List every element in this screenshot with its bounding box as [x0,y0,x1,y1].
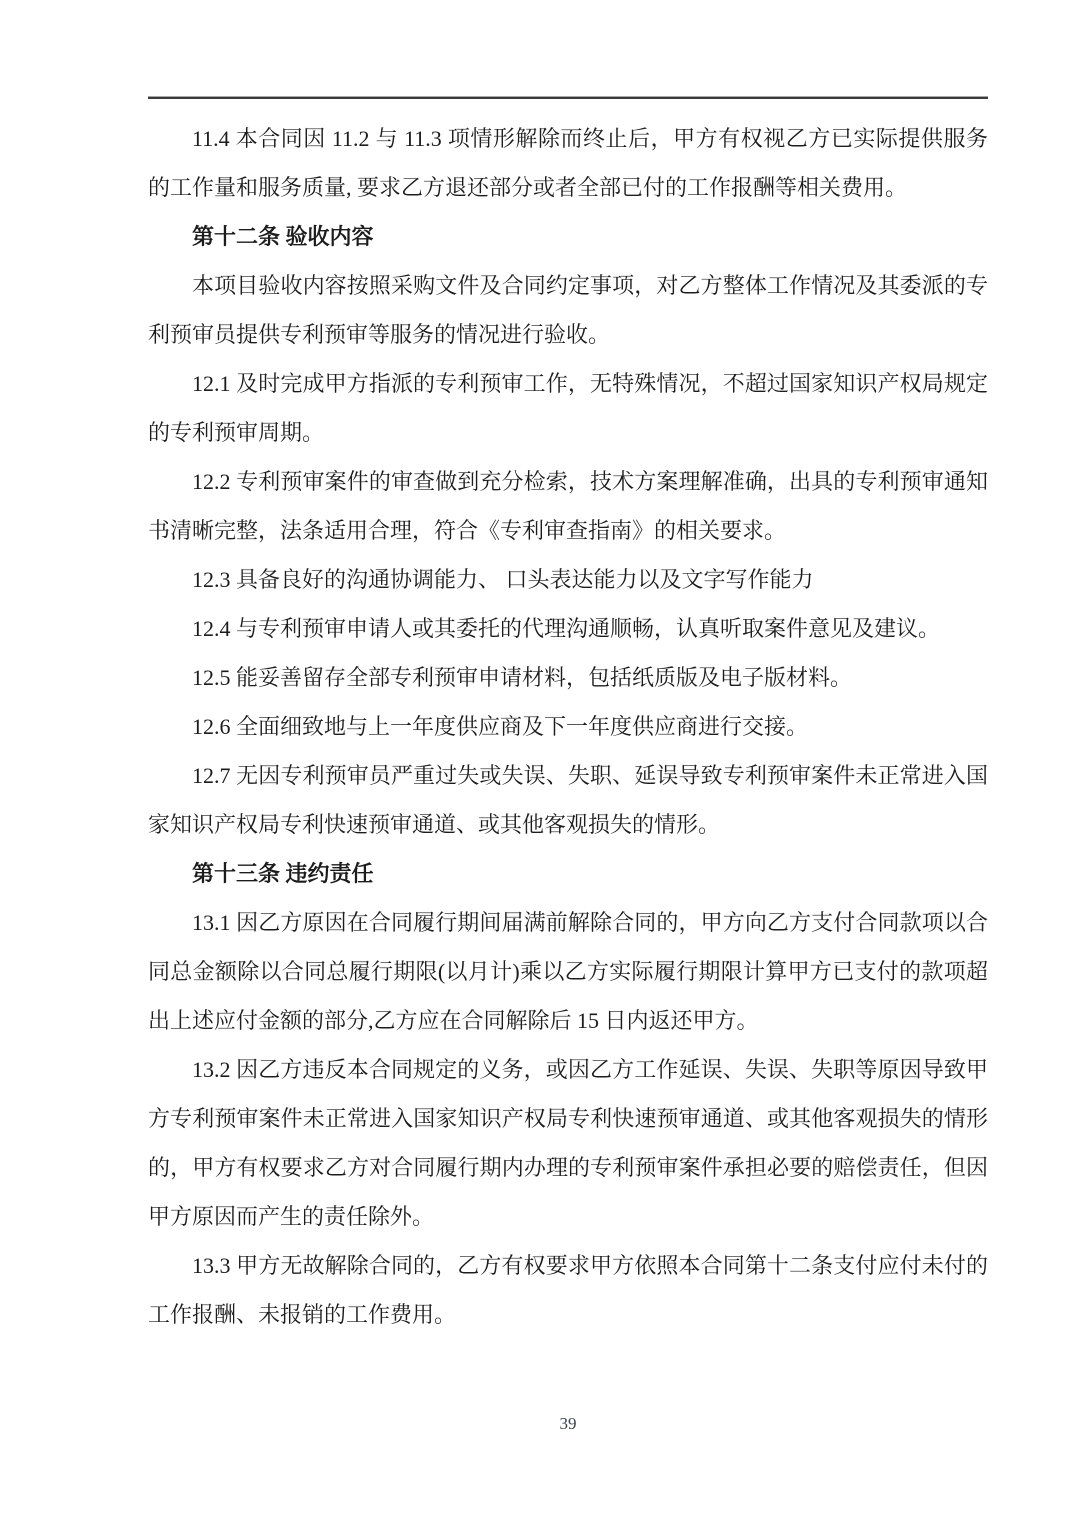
section-heading-12: 第十二条 验收内容 [192,224,374,249]
paragraph-12-1: 12.1 及时完成甲方指派的专利预审工作，无特殊情况，不超过国家知识产权局规定的专利预审周期。 [148,371,988,445]
paragraph-12-4: 12.4 与专利预审申请人或其委托的代理沟通顺畅，认真听取案件意见及建议。 [192,616,941,641]
paragraph-12-6: 12.6 全面细致地与上一年度供应商及下一年度供应商进行交接。 [192,714,809,739]
paragraph-12-intro: 本项目验收内容按照采购文件及合同约定事项，对乙方整体工作情况及其委派的专利预审员提供专利预审等服务的情况进行验收。 [148,273,988,347]
document-body [148,114,988,1339]
paragraph-12-7: 12.7 无因专利预审员严重过失或失误、失职、延误导致专利预审案件未正常进入国家知识产权局专利快速预审通道、或其他客观损失的情形。 [148,763,988,837]
paragraph-11-4: 11.4 本合同因 11.2 与 11.3 项情形解除而终止后，甲方有权视乙方已实际提供服务的工作量和服务质量, 要求乙方退还部分或者全部已付的工作报酬等相关费用。 [148,126,988,200]
page-header-rule [148,96,988,99]
paragraph-12-5: 12.5 能妥善留存全部专利预审申请材料，包括纸质版及电子版材料。 [192,665,853,690]
section-heading-13: 第十三条 违约责任 [192,861,374,886]
paragraph-13-1: 13.1 因乙方原因在合同履行期间届满前解除合同的，甲方向乙方支付合同款项以合同总金额除以合同总履行期限(以月计)乘以乙方实际履行期限计算甲方已支付的款项超出上述应付金额的部分,乙方应在合同解除后 15 日内返还甲方。 [148,910,988,1033]
paragraph-13-3: 13.3 甲方无故解除合同的，乙方有权要求甲方依照本合同第十二条支付应付未付的工作报酬、未报销的工作费用。 [148,1253,988,1327]
paragraph-12-3: 12.3 具备良好的沟通协调能力、 口头表达能力以及文字写作能力 [192,567,814,592]
paragraph-12-2: 12.2 专利预审案件的审查做到充分检索，技术方案理解准确，出具的专利预审通知书清晰完整，法条适用合理，符合《专利审查指南》的相关要求。 [148,469,988,543]
page-number: 39 [559,1414,577,1433]
paragraph-13-2: 13.2 因乙方违反本合同规定的义务，或因乙方工作延误、失误、失职等原因导致甲方专利预审案件未正常进入国家知识产权局专利快速预审通道、或其他客观损失的情形的，甲方有权要求乙方对合同履行期内办理的专利预审案件承担必要的赔偿责任，但因甲方原因而产生的责任除外。 [148,1057,988,1229]
